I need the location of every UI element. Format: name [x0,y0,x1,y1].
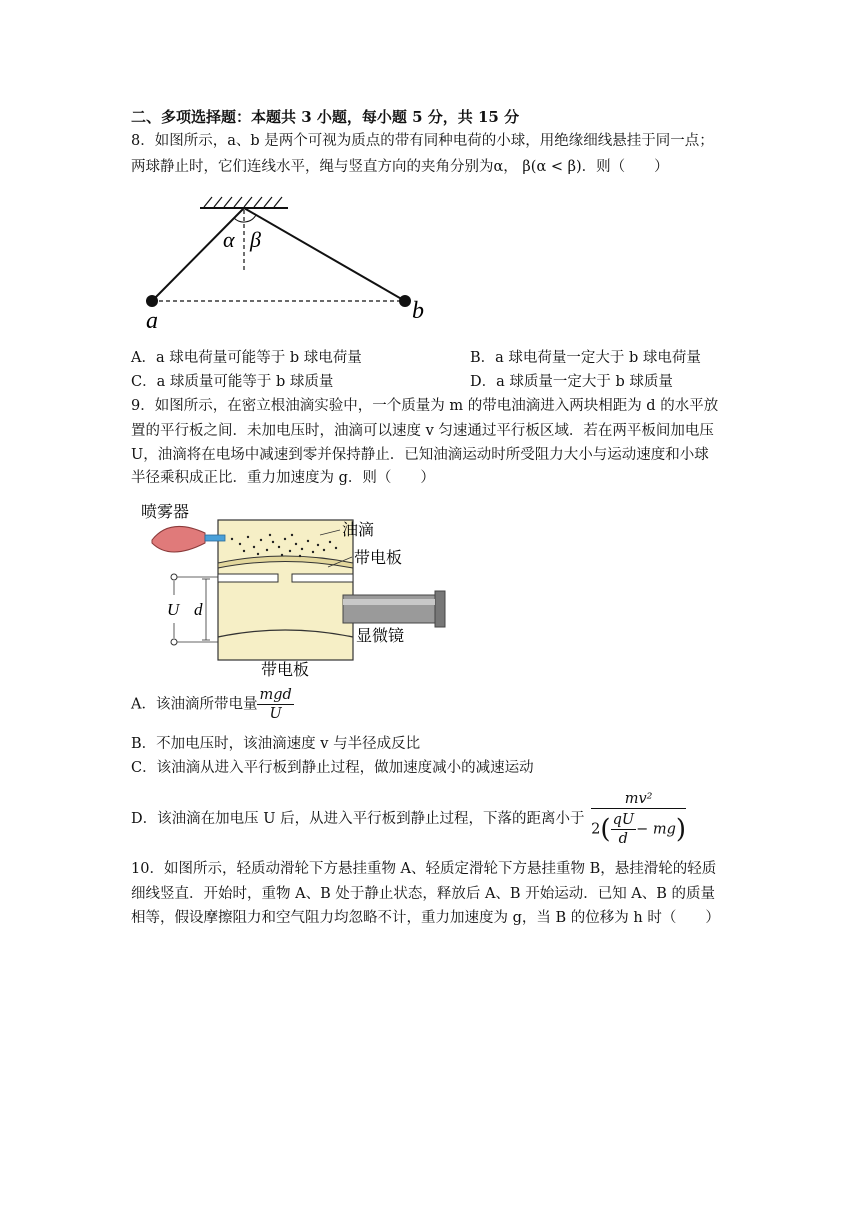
terminal-bottom [171,639,177,645]
q9-option-c: C．该油滴从进入平行板到静止过程，做加速度减小的减速运动 [131,760,534,776]
ceiling-hatch [204,197,282,207]
label-oil-drop: 油滴 [342,522,375,539]
q9-stem-line3: U，油滴将在电场中减速到零并保持静止．已知油滴运动时所受阻力大小与运动速度和小球 [131,447,709,463]
fraction-denominator: U [269,706,282,722]
q10-stem-line2: 细线竖直．开始时，重物 A、B 处于静止状态，释放后 A、B 开始运动．已知 A、B 的质量 [131,886,716,902]
q9-millikan-figure [140,495,460,680]
label-microscope: 显微镜 [356,628,405,645]
d-inner-fraction [611,811,637,848]
inner-denominator: d [618,831,628,847]
q10-stem-line3: 相等，假设摩擦阻力和空气阻力均忽略不计，重力加速度为 g，当 B 的位移为 h 时（ ） [131,910,720,926]
d-den-suffix: − mg [636,821,676,838]
label-a: a [146,308,158,334]
q8-option-d: D．a 球质量一定大于 b 球质量 [470,374,673,390]
middle-plate-left [218,574,278,582]
q8-pendulum-figure [140,190,440,335]
q9-stem-line4: 半径乘积成正比．重力加速度为 g．则（ ） [131,470,435,486]
d-denominator: 2( $\frac{qU}{d}$ − mg) [591,812,687,847]
q8-option-b: B．a 球电荷量一定大于 b 球电荷量 [470,350,701,366]
microscope-eyepiece [435,591,445,627]
q8-stem-line1: 8．如图所示，a、b 是两个可视为质点的带有同种电荷的小球，用绝缘细线悬挂于同一点； [131,133,714,149]
fraction-numerator: mgd [259,687,292,703]
q9-option-a [131,686,294,723]
q8-stem-line2: 两球静止时，它们连线水平，绳与竖直方向的夹角分别为α， β(α < β)．则（ ） [131,159,669,175]
q8-option-a: A．a 球电荷量可能等于 b 球电荷量 [131,350,362,366]
middle-plate-right [292,574,353,582]
sprayer-bulb [152,526,205,552]
inner-numerator: qU [612,812,635,828]
section-heading: 二、多项选择题：本题共 3 小题，每小题 5 分，共 15 分 [131,108,520,126]
q9-stem-line1: 9．如图所示，在密立根油滴实验中，一个质量为 m 的带电油滴进入两块相距为 d 的水平放 [131,398,719,414]
label-beta: β [250,227,261,252]
string-a [152,208,244,301]
d-den-factor: 2 [591,821,601,838]
chamber [218,520,353,660]
ball-b [399,295,411,307]
label-sprayer: 喷雾器 [141,504,190,521]
terminal-top [171,574,177,580]
string-b [244,208,405,301]
q10-stem-line1: 10．如图所示，轻质动滑轮下方悬挂重物 A、轻质定滑轮下方悬挂重物 B，悬挂滑轮的轻质 [131,861,717,877]
q9-option-a-fraction [257,686,293,723]
ball-a [146,295,158,307]
q9-option-d [131,790,686,848]
q8-option-c: C．a 球质量可能等于 b 球质量 [131,374,334,390]
q9-option-b: B．不加电压时，该油滴速度 v 与半径成反比 [131,736,421,752]
label-u: U [167,600,180,619]
microscope-highlight [343,599,435,605]
q9-stem-line2: 置的平行板之间．未加电压时，油滴可以速度 v 匀速通过平行板区域．若在两平板间加电压 [131,423,714,439]
q9-option-a-text: A．该油滴所带电量 [131,696,258,713]
label-plate-bottom: 带电板 [261,662,310,679]
label-plate-top: 带电板 [354,550,403,567]
sprayer-nozzle [205,535,225,541]
label-d: d [194,600,203,619]
label-b: b [412,298,424,324]
label-alpha: α [223,227,235,252]
q9-option-d-fraction [591,790,686,848]
d-numerator: mv² [591,790,686,809]
q9-option-d-text: D．该油滴在加电压 U 后，从进入平行板到静止过程，下落的距离小于 [131,811,585,827]
